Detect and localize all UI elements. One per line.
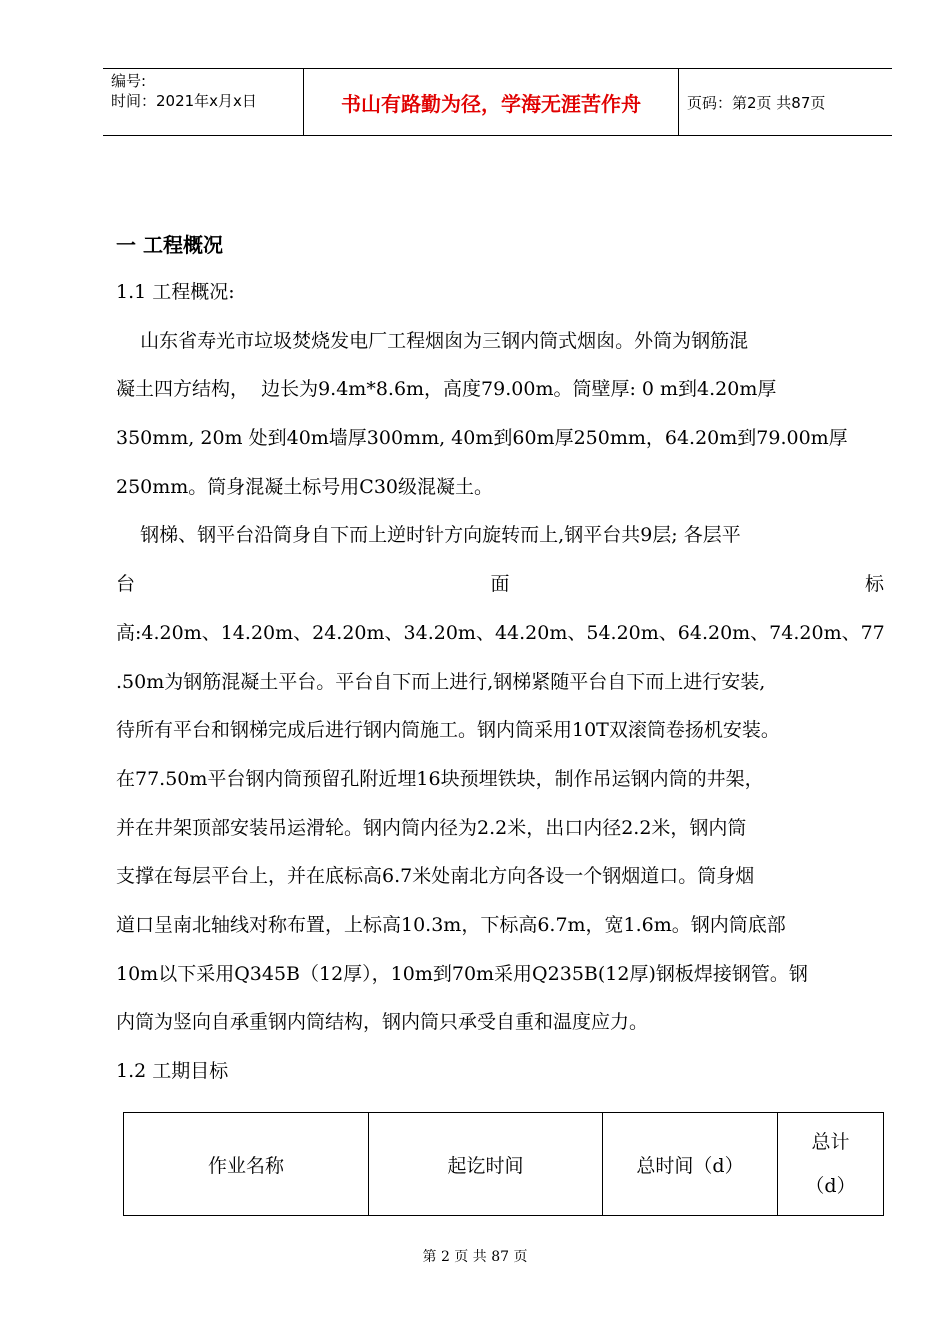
total-line2: （d） xyxy=(805,1175,856,1197)
serial-label: 编号: xyxy=(111,72,147,90)
para1-line: 350mm, 20m 处到40m墙厚300mm, 40m到60m厚250mm，64.20m到79.00m厚 xyxy=(116,427,848,450)
para2-spread-line xyxy=(116,560,884,609)
header-motto: 书山有路勤为径，学海无涯苦作舟 xyxy=(304,69,679,135)
para2-line: .50m为钢筋混凝土平台。平台自下而上进行,钢梯紧随平台自下而上进行安装, xyxy=(116,670,766,693)
para2-line: 支撑在每层平台上，并在底标高6.7米处南北方向各设一个钢烟道口。筒身烟 xyxy=(116,865,755,888)
col-header-task: 作业名称 xyxy=(124,1113,369,1216)
subsection-1-1: 1.1 工程概况: xyxy=(116,281,235,303)
para2-line: 10m以下采用Q345B（12厚），10m到70m采用Q235B(12厚)钢板焊接钢管。钢 xyxy=(116,962,808,985)
para1-line: 凝土四方结构， 边长为9.4m*8.6m，高度79.00m。筒壁厚: 0 m到4.20m厚 xyxy=(116,378,777,401)
total-line1: 总计 xyxy=(811,1131,850,1153)
page-header xyxy=(103,68,892,136)
para2-line: 待所有平台和钢梯完成后进行钢内筒施工。钢内筒采用10T双滚筒卷扬机安装。 xyxy=(116,719,780,742)
para2-line: 高:4.20m、14.20m、24.20m、34.20m、44.20m、54.20m、64.20m、74.20m、77 xyxy=(116,621,885,644)
para2-line: 道口呈南北轴线对称布置，上标高10.3m，下标高6.7m，宽1.6m。钢内筒底部 xyxy=(116,913,786,936)
spread-word: 标 xyxy=(864,573,884,596)
para2-line: 在77.50m平台钢内筒预留孔附近埋16块预埋铁块，制作吊运钢内筒的井架， xyxy=(116,767,764,790)
para2-line: 并在井架顶部安装吊运滑轮。钢内筒内径为2.2米，出口内径2.2米，钢内筒 xyxy=(116,816,747,839)
time-label: 时间：2021年x月x日 xyxy=(111,92,257,110)
table-header-row xyxy=(124,1113,884,1216)
col-header-total xyxy=(778,1113,884,1216)
spread-word: 台 xyxy=(116,573,136,596)
para1-line: 250mm。筒身混凝土标号用C30级混凝土。 xyxy=(116,475,494,498)
header-meta xyxy=(103,69,304,135)
para1-line: 山东省寿光市垃圾焚烧发电厂工程烟囱为三钢内筒式烟囱。外筒为钢筋混 xyxy=(116,329,749,352)
document-body xyxy=(116,222,884,1096)
schedule-table xyxy=(123,1112,884,1216)
para2-line: 内筒为竖向自承重钢内筒结构，钢内筒只承受自重和温度应力。 xyxy=(116,1011,649,1034)
spread-word: 面 xyxy=(490,573,510,596)
page-footer: 第 2 页 共 87 页 xyxy=(422,1249,528,1265)
subsection-1-2: 1.2 工期目标 xyxy=(116,1060,229,1082)
para2-line: 钢梯、钢平台沿筒身自下而上逆时针方向旋转而上,钢平台共9层; 各层平 xyxy=(116,524,741,547)
col-header-duration: 总时间（d） xyxy=(603,1113,778,1216)
col-header-period: 起讫时间 xyxy=(369,1113,603,1216)
header-page-code: 页码：第2页 共87页 xyxy=(687,93,826,112)
section-title: 一 工程概况 xyxy=(116,233,223,257)
